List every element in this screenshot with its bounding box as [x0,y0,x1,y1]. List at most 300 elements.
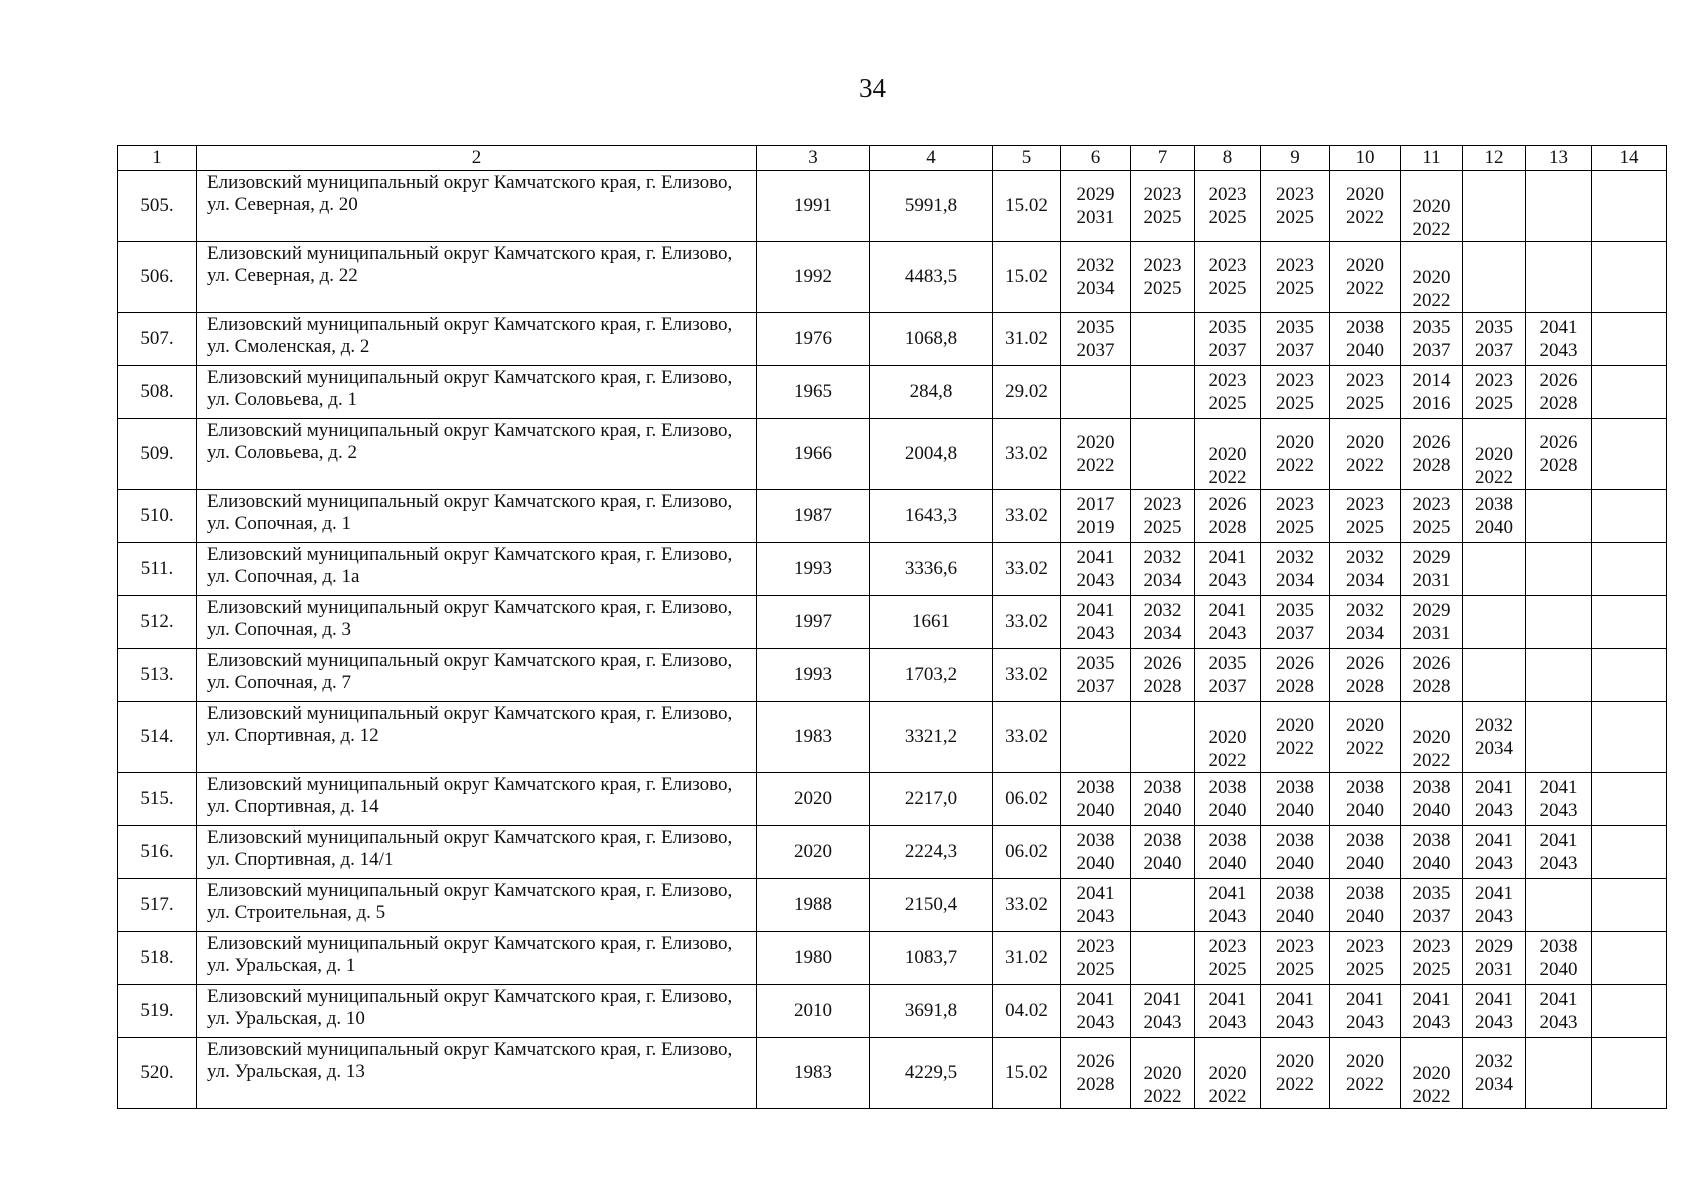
period-cell [1592,702,1667,773]
period-cell [1061,773,1131,826]
header-cell: 5 [993,146,1061,171]
period-start: 2026 [1412,432,1451,453]
table-row [118,932,1667,985]
area-cell: 3336,6 [870,543,993,596]
period-end: 2028 [1539,455,1578,476]
period-start: 2035 [1208,653,1247,674]
period-start: 2038 [1276,777,1314,798]
period-start: 2038 [1276,830,1314,851]
period-cell [1061,1038,1131,1109]
period-start: 2038 [1276,883,1314,904]
row-number: 513. [118,649,197,702]
period-start: 2014 [1412,370,1451,391]
period-start: 2020 [1346,184,1384,205]
area-cell: 5991,8 [870,171,993,242]
period-cell [1330,419,1401,490]
period-start: 2038 [1475,494,1513,515]
period-cell [1061,596,1131,649]
period-start: 2041 [1475,830,1513,851]
period-end: 2022 [1412,750,1451,771]
period-start: 2020 [1276,1051,1314,1072]
period-start: 2041 [1208,883,1247,904]
period-cell [1526,543,1592,596]
period-start: 2041 [1143,989,1182,1010]
period-start: 2041 [1475,989,1513,1010]
code-cell: 33.02 [993,419,1061,490]
period-cell [1463,932,1526,985]
period-start: 2023 [1346,494,1384,515]
period-cell [1261,702,1330,773]
period-end: 2025 [1276,393,1314,414]
period-cell [1592,649,1667,702]
period-end: 2034 [1346,623,1384,644]
period-start: 2020 [1346,1051,1384,1072]
period-cell [1330,879,1401,932]
period-start: 2032 [1346,600,1384,621]
period-end: 2022 [1208,467,1247,488]
period-start: 2041 [1539,777,1578,798]
period-end: 2040 [1276,853,1314,874]
header-row [118,146,1667,171]
year-cell: 1992 [757,242,870,313]
period-cell [1401,490,1463,543]
period-end: 2037 [1276,340,1314,361]
period-cell [1592,985,1667,1038]
year-cell: 2010 [757,985,870,1038]
period-end: 2043 [1208,623,1247,644]
period-start: 2023 [1412,494,1451,515]
period-end: 2031 [1412,570,1451,591]
period-start: 2041 [1346,989,1384,1010]
period-cell [1330,596,1401,649]
period-start: 2029 [1475,936,1513,957]
period-start: 2038 [1346,883,1384,904]
header-cell: 9 [1261,146,1330,171]
period-cell [1463,313,1526,366]
period-cell [1526,773,1592,826]
period-cell [1526,490,1592,543]
period-start: 2035 [1276,317,1314,338]
period-cell [1195,242,1261,313]
period-start: 2038 [1143,777,1182,798]
area-cell: 4229,5 [870,1038,993,1109]
period-cell [1526,419,1592,490]
area-cell: 2004,8 [870,419,993,490]
period-start: 2020 [1076,432,1115,453]
year-cell: 1987 [757,490,870,543]
period-start: 2029 [1412,547,1451,568]
period-cell [1131,313,1195,366]
area-cell: 1068,8 [870,313,993,366]
period-cell [1195,596,1261,649]
period-start: 2023 [1346,370,1384,391]
period-start: 2029 [1076,184,1115,205]
area-cell: 3321,2 [870,702,993,773]
period-start: 2038 [1076,777,1115,798]
period-start: 2041 [1276,989,1314,1010]
period-cell [1463,366,1526,419]
period-end: 2040 [1412,800,1451,821]
year-cell: 1988 [757,879,870,932]
period-cell [1463,242,1526,313]
period-cell [1526,366,1592,419]
period-cell [1061,242,1131,313]
period-start: 2023 [1143,255,1182,276]
address-cell: Елизовский муниципальный округ Камчатского края, г. Елизово, ул. Спортивная, д. 14/1 [197,826,757,879]
period-end: 2043 [1346,1012,1384,1033]
period-end: 2022 [1143,1086,1182,1107]
period-start: 2020 [1276,432,1314,453]
period-cell [1463,596,1526,649]
period-cell [1061,171,1131,242]
period-start: 2020 [1208,444,1247,465]
period-start: 2032 [1143,547,1182,568]
period-cell [1463,1038,1526,1109]
period-end: 2040 [1076,800,1115,821]
address-cell: Елизовский муниципальный округ Камчатского края, г. Елизово, ул. Северная, д. 22 [197,242,757,313]
period-start: 2026 [1412,653,1451,674]
period-start: 2038 [1412,777,1451,798]
period-cell [1401,596,1463,649]
period-cell [1131,985,1195,1038]
period-end: 2028 [1346,676,1384,697]
row-number: 517. [118,879,197,932]
address-cell: Елизовский муниципальный округ Камчатского края, г. Елизово, ул. Сопочная, д. 7 [197,649,757,702]
period-end: 2040 [1208,853,1247,874]
row-number: 515. [118,773,197,826]
period-end: 2043 [1539,340,1578,361]
area-cell: 1643,3 [870,490,993,543]
period-cell [1526,702,1592,773]
period-end: 2040 [1346,853,1384,874]
period-start: 2017 [1076,494,1115,515]
year-cell: 1966 [757,419,870,490]
period-cell [1592,419,1667,490]
address-cell: Елизовский муниципальный округ Камчатского края, г. Елизово, ул. Соловьева, д. 2 [197,419,757,490]
code-cell: 33.02 [993,649,1061,702]
period-end: 2043 [1076,570,1115,591]
address-cell: Елизовский муниципальный округ Камчатского края, г. Елизово, ул. Смоленская, д. 2 [197,313,757,366]
period-cell [1401,543,1463,596]
period-end: 2043 [1412,1012,1451,1033]
period-end: 2025 [1276,278,1314,299]
period-start: 2041 [1539,317,1578,338]
period-cell [1261,1038,1330,1109]
row-number: 520. [118,1038,197,1109]
period-cell [1330,366,1401,419]
address-cell: Елизовский муниципальный округ Камчатского края, г. Елизово, ул. Сопочная, д. 1а [197,543,757,596]
code-cell: 33.02 [993,490,1061,543]
period-start: 2032 [1346,547,1384,568]
period-cell [1131,702,1195,773]
row-number: 514. [118,702,197,773]
period-start: 2023 [1276,370,1314,391]
period-start: 2041 [1076,600,1115,621]
address-cell: Елизовский муниципальный округ Камчатского края, г. Елизово, ул. Спортивная, д. 14 [197,773,757,826]
area-cell: 1083,7 [870,932,993,985]
period-end: 2040 [1143,853,1182,874]
period-start: 2023 [1276,936,1314,957]
period-end: 2022 [1276,1074,1314,1095]
period-end: 2040 [1143,800,1182,821]
area-cell: 2217,0 [870,773,993,826]
period-cell [1261,419,1330,490]
period-cell [1195,313,1261,366]
period-cell [1195,490,1261,543]
area-cell: 2150,4 [870,879,993,932]
period-end: 2040 [1208,800,1247,821]
period-cell [1401,366,1463,419]
period-cell [1261,649,1330,702]
row-number: 519. [118,985,197,1038]
year-cell: 1976 [757,313,870,366]
period-start: 2035 [1475,317,1513,338]
period-end: 2022 [1276,455,1314,476]
period-end: 2022 [1346,207,1384,228]
table-row [118,543,1667,596]
period-cell [1526,649,1592,702]
period-end: 2031 [1076,207,1115,228]
period-cell [1463,826,1526,879]
header-cell: 7 [1131,146,1195,171]
period-cell [1330,985,1401,1038]
year-cell: 1997 [757,596,870,649]
period-cell [1401,932,1463,985]
period-start: 2038 [1143,830,1182,851]
year-cell: 1993 [757,543,870,596]
period-cell [1195,171,1261,242]
period-cell [1261,171,1330,242]
period-end: 2037 [1276,623,1314,644]
year-cell: 2020 [757,773,870,826]
period-end: 2037 [1076,676,1115,697]
period-end: 2037 [1412,340,1451,361]
period-cell [1526,932,1592,985]
table-row [118,313,1667,366]
period-start: 2035 [1208,317,1247,338]
period-cell [1592,313,1667,366]
period-start: 2023 [1208,184,1247,205]
period-cell [1592,826,1667,879]
period-cell [1463,419,1526,490]
period-cell [1131,826,1195,879]
header-cell: 10 [1330,146,1401,171]
period-end: 2043 [1208,570,1247,591]
period-cell [1131,543,1195,596]
period-end: 2025 [1208,278,1247,299]
code-cell: 04.02 [993,985,1061,1038]
period-cell [1401,242,1463,313]
period-end: 2034 [1143,570,1182,591]
period-cell [1401,649,1463,702]
period-start: 2023 [1143,184,1182,205]
address-cell: Елизовский муниципальный округ Камчатского края, г. Елизово, ул. Уральская, д. 10 [197,985,757,1038]
period-end: 2028 [1076,1074,1115,1095]
period-end: 2025 [1143,278,1182,299]
period-end: 2022 [1346,278,1384,299]
period-cell [1592,879,1667,932]
code-cell: 33.02 [993,543,1061,596]
period-start: 2035 [1076,317,1115,338]
period-cell [1463,702,1526,773]
period-start: 2041 [1539,989,1578,1010]
period-cell [1592,242,1667,313]
address-cell: Елизовский муниципальный округ Камчатского края, г. Елизово, ул. Северная, д. 20 [197,171,757,242]
period-start: 2023 [1276,494,1314,515]
header-cell: 3 [757,146,870,171]
period-cell [1261,490,1330,543]
period-end: 2025 [1346,959,1384,980]
header-cell: 12 [1463,146,1526,171]
period-start: 2023 [1208,370,1247,391]
period-end: 2025 [1208,207,1247,228]
code-cell: 06.02 [993,773,1061,826]
period-cell [1592,1038,1667,1109]
period-cell [1061,826,1131,879]
period-end: 2043 [1475,1012,1513,1033]
row-number: 518. [118,932,197,985]
repair-schedule-table [117,145,1667,1109]
year-cell: 1965 [757,366,870,419]
period-cell [1526,985,1592,1038]
table-row [118,649,1667,702]
period-cell [1131,366,1195,419]
period-end: 2022 [1412,219,1451,240]
period-end: 2037 [1208,676,1247,697]
period-end: 2016 [1412,393,1451,414]
period-cell [1526,171,1592,242]
period-cell [1401,419,1463,490]
period-cell [1526,596,1592,649]
code-cell: 31.02 [993,932,1061,985]
period-start: 2020 [1208,727,1247,748]
period-cell [1330,702,1401,773]
period-start: 2035 [1276,600,1314,621]
period-start: 2020 [1346,255,1384,276]
period-cell [1061,419,1131,490]
address-cell: Елизовский муниципальный округ Камчатского края, г. Елизово, ул. Уральская, д. 1 [197,932,757,985]
period-cell [1401,171,1463,242]
period-cell [1131,649,1195,702]
period-start: 2029 [1412,600,1451,621]
year-cell: 1983 [757,1038,870,1109]
period-cell [1131,932,1195,985]
period-end: 2025 [1276,959,1314,980]
period-start: 2038 [1208,777,1247,798]
period-cell [1330,242,1401,313]
period-start: 2023 [1276,255,1314,276]
period-start: 2023 [1143,494,1182,515]
period-cell [1401,1038,1463,1109]
period-end: 2040 [1539,959,1578,980]
period-end: 2040 [1346,800,1384,821]
period-end: 2022 [1412,290,1451,311]
period-cell [1592,932,1667,985]
period-end: 2043 [1076,1012,1115,1033]
period-end: 2040 [1076,853,1115,874]
code-cell: 33.02 [993,596,1061,649]
period-end: 2022 [1346,738,1384,759]
period-end: 2034 [1346,570,1384,591]
table-row [118,702,1667,773]
period-start: 2023 [1208,255,1247,276]
area-cell: 284,8 [870,366,993,419]
address-cell: Елизовский муниципальный округ Камчатского края, г. Елизово, ул. Уральская, д. 13 [197,1038,757,1109]
period-cell [1261,773,1330,826]
period-cell [1195,826,1261,879]
period-cell [1131,490,1195,543]
period-end: 2043 [1539,800,1578,821]
period-cell [1401,879,1463,932]
period-end: 2025 [1143,207,1182,228]
period-end: 2022 [1475,467,1513,488]
header-cell: 1 [118,146,197,171]
code-cell: 33.02 [993,879,1061,932]
period-end: 2034 [1276,570,1314,591]
period-end: 2028 [1276,676,1314,697]
period-cell [1061,366,1131,419]
year-cell: 2020 [757,826,870,879]
address-cell: Елизовский муниципальный округ Камчатского края, г. Елизово, ул. Спортивная, д. 12 [197,702,757,773]
period-end: 2031 [1412,623,1451,644]
period-cell [1463,773,1526,826]
period-end: 2040 [1346,340,1384,361]
period-cell [1592,490,1667,543]
period-end: 2025 [1076,959,1115,980]
period-end: 2040 [1475,517,1513,538]
period-end: 2040 [1276,906,1314,927]
period-start: 2038 [1208,830,1247,851]
code-cell: 15.02 [993,242,1061,313]
period-end: 2025 [1346,517,1384,538]
area-cell: 3691,8 [870,985,993,1038]
period-cell [1330,490,1401,543]
period-end: 2043 [1076,906,1115,927]
period-end: 2043 [1143,1012,1182,1033]
period-start: 2032 [1276,547,1314,568]
table-row [118,1038,1667,1109]
period-start: 2041 [1076,883,1115,904]
period-cell [1401,985,1463,1038]
period-cell [1526,826,1592,879]
period-start: 2026 [1076,1051,1115,1072]
period-cell [1195,543,1261,596]
period-end: 2043 [1208,1012,1247,1033]
header-cell: 13 [1526,146,1592,171]
period-cell [1061,649,1131,702]
period-end: 2025 [1208,959,1247,980]
period-cell [1131,242,1195,313]
period-end: 2043 [1475,853,1513,874]
period-start: 2026 [1346,653,1384,674]
period-end: 2037 [1076,340,1115,361]
area-cell: 1661 [870,596,993,649]
period-cell [1131,1038,1195,1109]
code-cell: 15.02 [993,1038,1061,1109]
period-cell [1592,773,1667,826]
period-cell [1195,702,1261,773]
period-cell [1526,1038,1592,1109]
period-cell [1261,985,1330,1038]
period-start: 2020 [1143,1063,1182,1084]
period-cell [1526,879,1592,932]
period-start: 2020 [1412,727,1451,748]
code-cell: 29.02 [993,366,1061,419]
period-cell [1401,313,1463,366]
period-cell [1463,879,1526,932]
period-start: 2026 [1276,653,1314,674]
period-cell [1061,879,1131,932]
